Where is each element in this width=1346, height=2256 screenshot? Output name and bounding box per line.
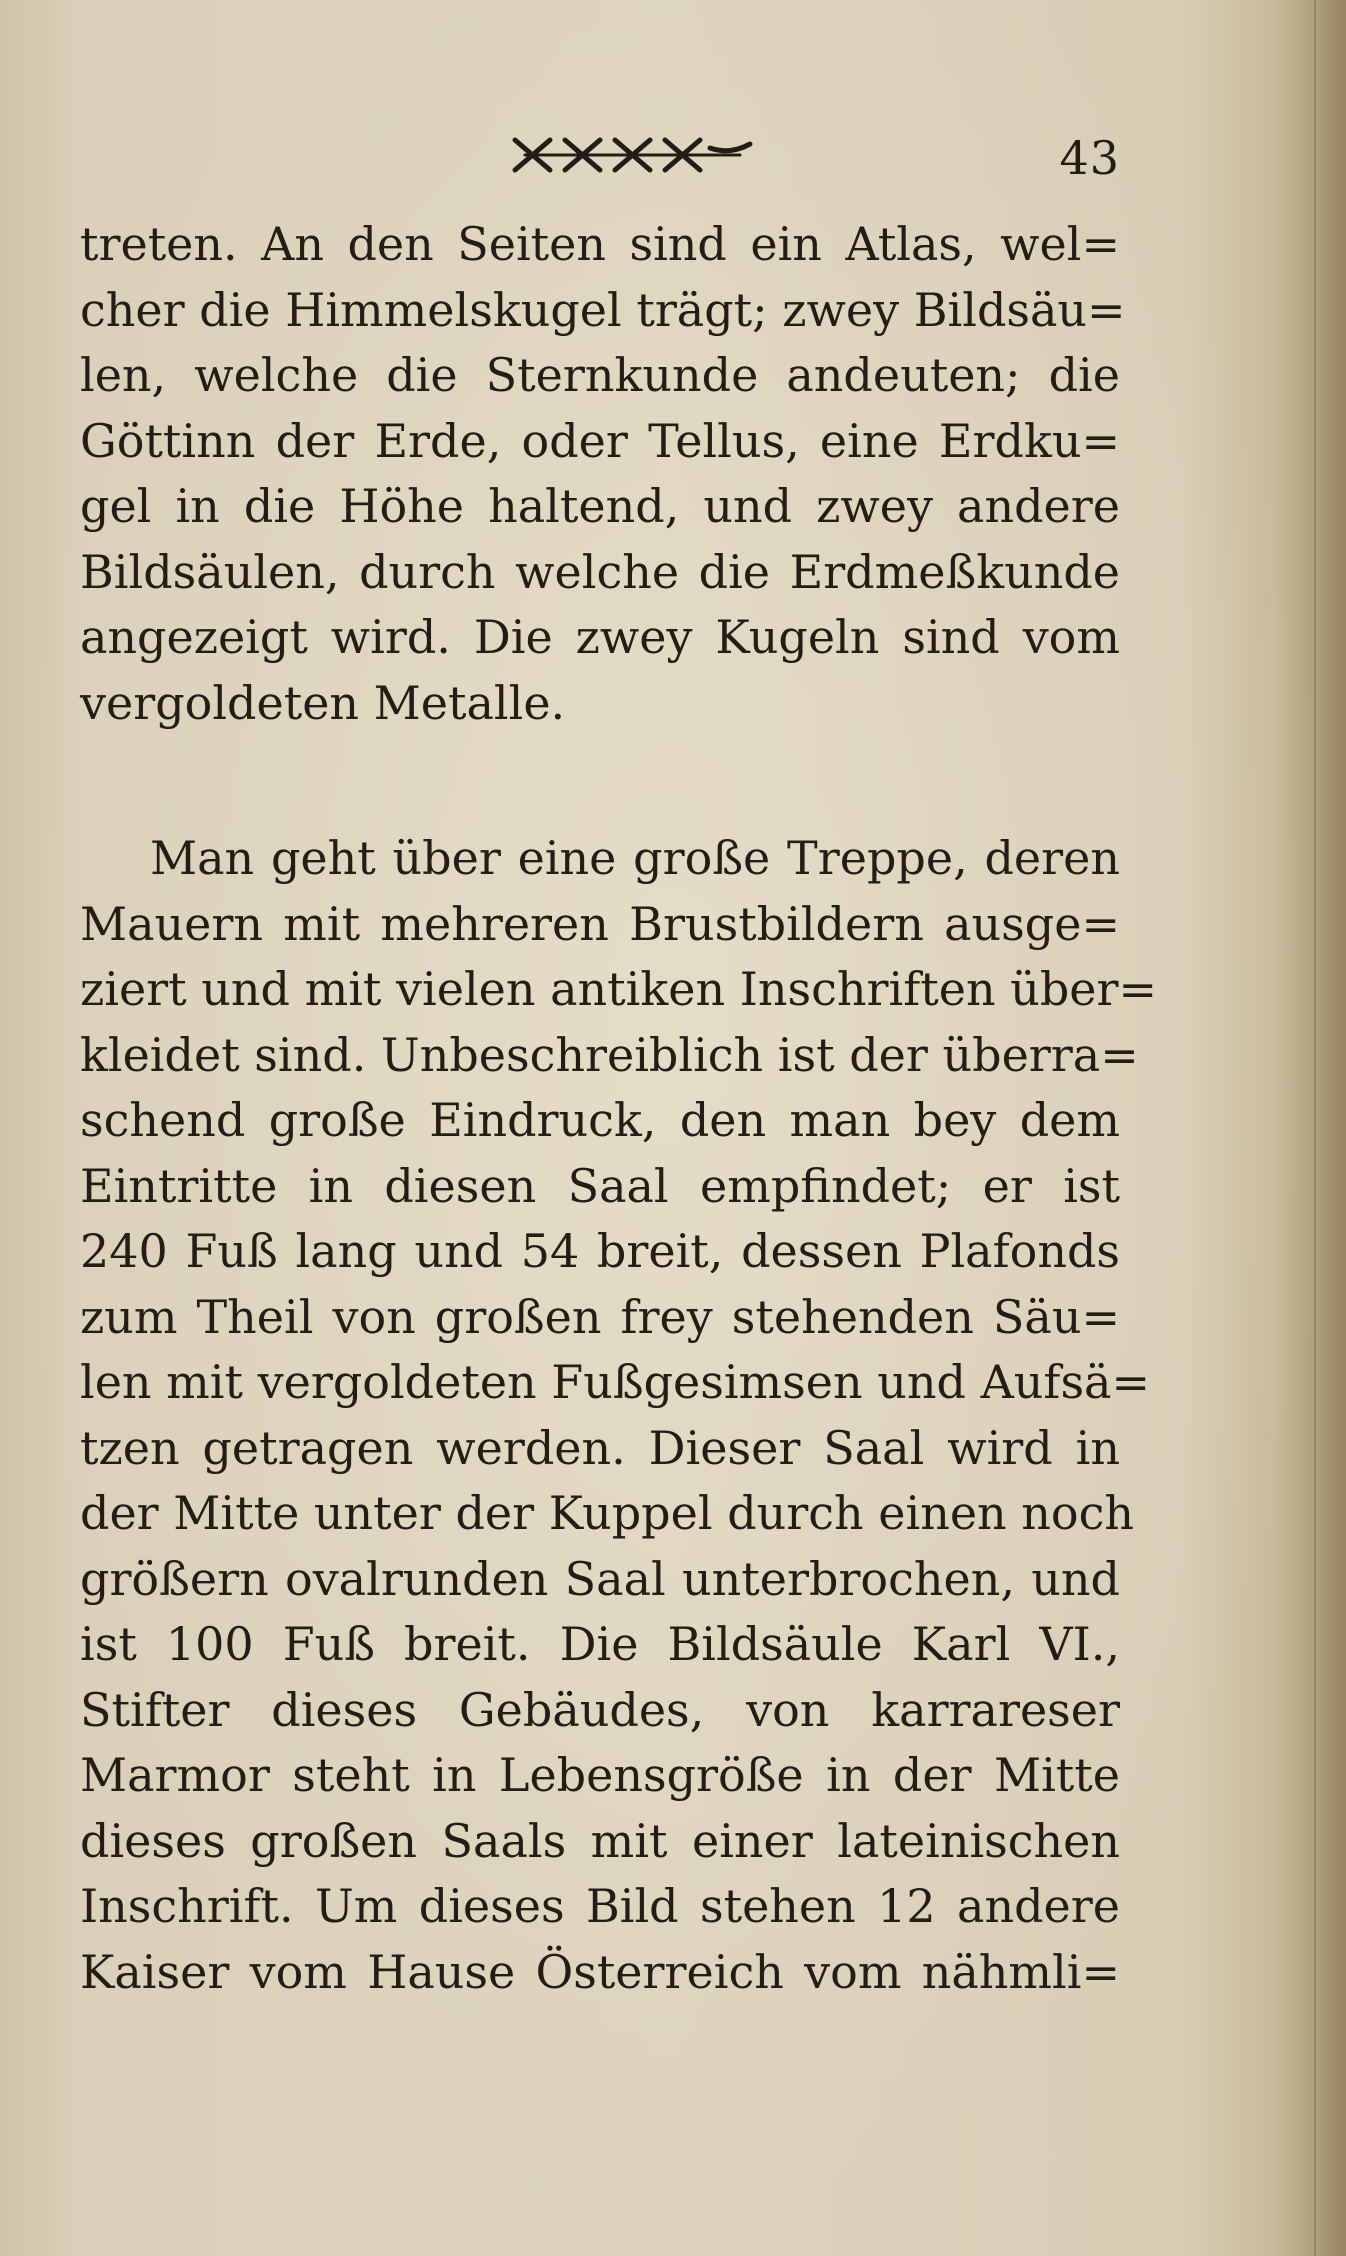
paragraph-2 [80, 826, 1158, 2005]
text-line: ziert und mit vielen antiken Inschriften über= [80, 962, 1158, 1016]
text-line: Kaiser vom Hause Österreich vom nähmli= [80, 1944, 1120, 1999]
text-line: kleidet sind. Unbeschreiblich ist der überra= [80, 1027, 1139, 1082]
text-line: len mit vergoldeten Fußgesimsen und Aufsä= [80, 1355, 1151, 1409]
text-line: Mauern mit mehreren Brustbildern ausge= [80, 896, 1120, 951]
text-line: Man geht über eine große Treppe, deren [150, 831, 1120, 885]
page-header [80, 130, 1120, 190]
page-edge-line [1314, 0, 1316, 2256]
crossed-ornament-icon [505, 130, 765, 180]
text-line: Eintritte in diesen Saal empfindet; er ist [80, 1158, 1120, 1213]
text-line: Stifter dieses Gebäudes, von karrareser [80, 1682, 1120, 1737]
text-line: Bildsäulen, durch welche die Erdmeßkunde [80, 544, 1120, 599]
text-line: len, welche die Sternkunde andeuten; die [80, 348, 1120, 402]
text-line: der Mitte unter der Kuppel durch einen noch [80, 1486, 1135, 1540]
paragraph-1 [80, 212, 1126, 736]
text-line: schend große Eindruck, den man bey dem [80, 1093, 1120, 1147]
text-line: tzen getragen werden. Dieser Saal wird in [80, 1420, 1120, 1475]
text-line: vergoldeten Metalle. [80, 675, 566, 730]
text-line: dieses großen Saals mit einer lateinischen [80, 1813, 1120, 1868]
text-line: Marmor steht in Lebensgröße in der Mitte [80, 1748, 1120, 1802]
text-line: ist 100 Fuß breit. Die Bildsäule Karl VI., [80, 1617, 1120, 1671]
text-line: treten. An den Seiten sind ein Atlas, wel= [80, 217, 1120, 271]
text-line: Inschrift. Um dieses Bild stehen 12 andere [80, 1879, 1120, 1933]
page-edge-shadow [1276, 0, 1346, 2256]
text-line: cher die Himmelskugel trägt; zwey Bildsäu= [80, 282, 1126, 337]
body-text [80, 212, 1158, 2005]
text-line: größern ovalrunden Saal unterbrochen, und [80, 1551, 1120, 1606]
text-line: zum Theil von großen frey stehenden Säu= [80, 1289, 1120, 1344]
text-line: angezeigt wird. Die zwey Kugeln sind vom [80, 610, 1120, 664]
text-line: gel in die Höhe haltend, und zwey andere [80, 479, 1120, 533]
paragraph-gap [80, 736, 1120, 826]
text-line: 240 Fuß lang und 54 breit, dessen Plafonds [80, 1224, 1120, 1278]
page-number: 43 [1059, 131, 1120, 185]
text-line: Göttinn der Erde, oder Tellus, eine Erdku= [80, 413, 1120, 468]
